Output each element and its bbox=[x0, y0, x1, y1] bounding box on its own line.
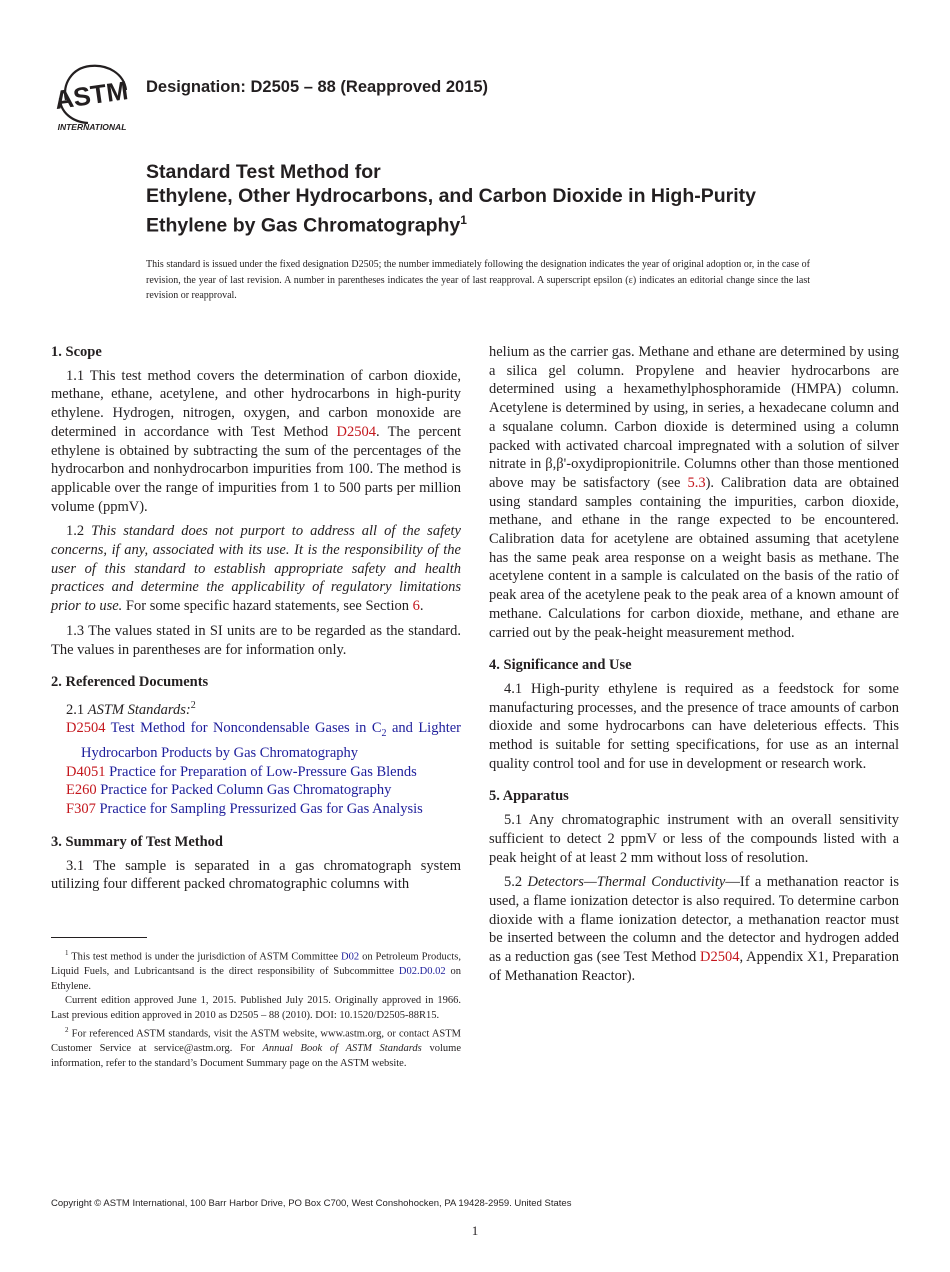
apparatus-text-b: , Appendix X1, Preparation of Methanation Reactor). bbox=[489, 949, 899, 984]
logo-letters: ASTM bbox=[52, 75, 130, 116]
ref-title-a: Test Method for Noncondensable Gases in C bbox=[110, 720, 382, 737]
ref-code[interactable]: F307 bbox=[66, 801, 96, 818]
footnote-1 bbox=[51, 946, 461, 994]
page-number: 1 bbox=[471, 1223, 479, 1238]
summary-text-b: ). Calibration data are obtained using standard samples containing the impurities, carbon dioxide, methane, and ethane in the range expected to be encountered. Calibration data for acetylene are obtained assuming that acetylene has the same peak area response on a weight basis as methane. The acetylene content in a sample is calculated on the basis of the ratio of peak area of the acetylene peak to the peak area of a known amount of methane. Calculations for carbon dioxide, methane, and ethane are carried out by the peak-height measurement method. bbox=[489, 474, 900, 641]
scope-heading: 1. Scope bbox=[51, 344, 102, 360]
footnotes bbox=[51, 946, 461, 1071]
ref-footnote-mark: 2 bbox=[190, 699, 196, 711]
apparatus-para-5-2 bbox=[489, 873, 899, 985]
ref-code[interactable]: E260 bbox=[66, 782, 97, 799]
title-footnote-mark: 1 bbox=[460, 213, 467, 227]
fn2-text-a: For referenced ASTM standards, visit the ASTM website, www.astm.org, or contact ASTM Customer Service at service@astm.org. For bbox=[51, 1028, 461, 1054]
fn2-text-b: volume information, refer to the standard’s Document Summary page on the ASTM website. bbox=[51, 1043, 461, 1069]
designation: Designation: D2505 – 88 (Reapproved 2015) bbox=[146, 78, 489, 96]
scope-para-1-1 bbox=[51, 367, 461, 517]
fn1-text-b: on Petroleum Products, Liquid Fuels, and Lubricantsand is the direct responsibility of Subcommittee bbox=[51, 951, 461, 977]
summary-para-left: 3.1 The sample is separated in a gas chromatograph system utilizing four different packed chromatographic columns with bbox=[51, 857, 461, 893]
summary-text-a: helium as the carrier gas. Methane and ethane are determined by using a silica gel column. Propylene and heavier hydrocarbons are determined using a hexamethylphosphoramide (HMPA) column. Acetylene is determined by using, in series, a hexadecane column and a squalane column. Carbon dioxide is determined using a column packed with activated charcoal impregnated with a solution of silver nitrate in β,β'-oxydipropionitrile. Columns other than those mentioned above may be satisfactory (see bbox=[489, 344, 899, 491]
scope-text-c: For some specific hazard statements, see Section bbox=[122, 598, 413, 615]
left-column bbox=[51, 343, 461, 894]
scope-text-d: . bbox=[419, 598, 424, 615]
reference-item[interactable] bbox=[51, 763, 461, 782]
logo-subtext: INTERNATIONAL bbox=[57, 122, 127, 132]
link-d02[interactable]: D02 bbox=[341, 951, 360, 963]
scope-para-1-2 bbox=[51, 522, 461, 616]
document-title bbox=[146, 160, 826, 238]
scope-para-1-3: 1.3 The values stated in SI units are to be regarded as the standard. The values in parentheses are for information only. bbox=[51, 622, 461, 658]
right-column bbox=[489, 343, 899, 986]
footnote-edition: Current edition approved June 1, 2015. Published July 2015. Originally approved in 1966. Last previous edition approved in 2010 as D2505 – 88 (2010). DOI: 10.1520/D2505-88R15. bbox=[51, 995, 461, 1021]
apparatus-heading: 5. Apparatus bbox=[489, 788, 569, 805]
summary-heading: 3. Summary of Test Method bbox=[51, 833, 223, 850]
ref-title[interactable] bbox=[81, 720, 461, 761]
standard-notice: This standard is issued under the fixed designation D2505; the number immediately following the designation indicates the year of original adoption or, in the case of revision, the year of last revision. A number in parentheses indicates the year of last reapproval. A superscript epsilon (ε) indicates an editorial change since the last revision or reapproval. bbox=[146, 259, 810, 301]
title-line-1: Standard Test Method for bbox=[146, 161, 381, 183]
apparatus-para-5-1: 5.1 Any chromatographic instrument with an overall sensitivity sufficient to detect 2 ppmV or less of the compounds listed with a peak height of at least 2 mm without loss of resolution. bbox=[489, 812, 899, 866]
reference-item[interactable] bbox=[51, 781, 461, 800]
ref-label: ASTM Standards: bbox=[87, 701, 191, 718]
reference-item[interactable] bbox=[51, 719, 461, 762]
astm-logo bbox=[52, 60, 136, 132]
apparatus-text-a: —If a methanation reactor is used, a flame ionization detector is also required. To determine carbon dioxide with a flame ionization detector, a methanation reactor must be inserted between the column and the detector and hydrogen added as a reduction gas (see Test Method bbox=[489, 874, 900, 966]
apparatus-num-5-2: 5.2 bbox=[504, 874, 528, 891]
link-d2504-apparatus[interactable]: D2504 bbox=[700, 949, 740, 966]
ref-subscript: 2 bbox=[381, 728, 387, 740]
ref-title[interactable]: Practice for Packed Column Gas Chromatography bbox=[100, 782, 392, 799]
link-d02-d0-02[interactable]: D02.D0.02 bbox=[398, 966, 446, 977]
astm-standards-label bbox=[51, 697, 461, 720]
title-line-2 bbox=[146, 184, 826, 238]
footnote-divider bbox=[51, 937, 147, 938]
scope-num-1-2: 1.2 bbox=[66, 523, 92, 540]
title-main: Ethylene, Other Hydrocarbons, and Carbon Dioxide in High-Purity Ethylene by Gas Chromatography bbox=[146, 185, 756, 237]
safety-statement: This standard does not purport to address all of the safety concerns, if any, associated with its use. It is the responsibility of the user of this standard to establish appropriate safety and health practices and determine the applicability of regulatory limitations prior to use. bbox=[51, 523, 461, 615]
ref-title[interactable]: Practice for Sampling Pressurized Gas for Gas Analysis bbox=[99, 801, 423, 818]
reference-item[interactable] bbox=[51, 800, 461, 819]
scope-text-b: . The percent ethylene is obtained by subtracting the sum of the percentages of the hydrocarbon and nonhydrocarbon impurities from 100. The method is applicable over the range of impurities from 1 to 500 parts per million volume (ppmV). bbox=[51, 423, 461, 515]
fn1-text-c: on Ethylene. bbox=[51, 966, 461, 992]
astm-logo-graphic bbox=[52, 60, 136, 132]
scope-text-a: 1.1 This test method covers the determination of carbon dioxide, methane, ethane, acetylene, and other hydrocarbons in high-purity ethylene. Hydrogen, nitrogen, oxygen, and carbon monoxide are determined in accordance with Test Method bbox=[51, 367, 461, 440]
detectors-label: Detectors—Thermal Conductivity bbox=[527, 874, 726, 891]
referenced-heading: 2. Referenced Documents bbox=[51, 674, 209, 691]
fn1-mark: 1 bbox=[65, 949, 69, 957]
summary-para-right bbox=[489, 343, 899, 642]
ref-num: 2.1 bbox=[66, 701, 88, 718]
link-section-5-3[interactable]: 5.3 bbox=[687, 474, 706, 491]
fn1-text-a: This test method is under the jurisdiction of ASTM Committee bbox=[68, 951, 342, 963]
significance-heading: 4. Significance and Use bbox=[489, 657, 632, 674]
ref-code[interactable]: D2504 bbox=[66, 720, 106, 737]
ref-title[interactable]: Practice for Preparation of Low-Pressure Gas Blends bbox=[109, 763, 417, 780]
fn2-italic: Annual Book of ASTM Standards bbox=[262, 1043, 422, 1054]
footnote-2 bbox=[51, 1023, 461, 1071]
copyright: Copyright © ASTM International, 100 Barr Harbor Drive, PO Box C700, West Conshohocken, PA 19428-2959. United States bbox=[51, 1198, 572, 1209]
fn2-mark: 2 bbox=[65, 1026, 69, 1034]
link-section-6[interactable]: 6 bbox=[412, 598, 420, 615]
ref-title-b: and Lighter Hydrocarbon Products by Gas Chromatography bbox=[81, 720, 461, 762]
ref-code[interactable]: D4051 bbox=[66, 763, 106, 780]
significance-para: 4.1 High-purity ethylene is required as a feedstock for some manufacturing processes, and the presence of trace amounts of carbon dioxide and some hydrocarbons can have deleterious effects. This method is suitable for setting specifications, for use as an internal quality control tool and for use in development or research work. bbox=[489, 680, 899, 772]
link-d2504[interactable]: D2504 bbox=[336, 423, 376, 440]
